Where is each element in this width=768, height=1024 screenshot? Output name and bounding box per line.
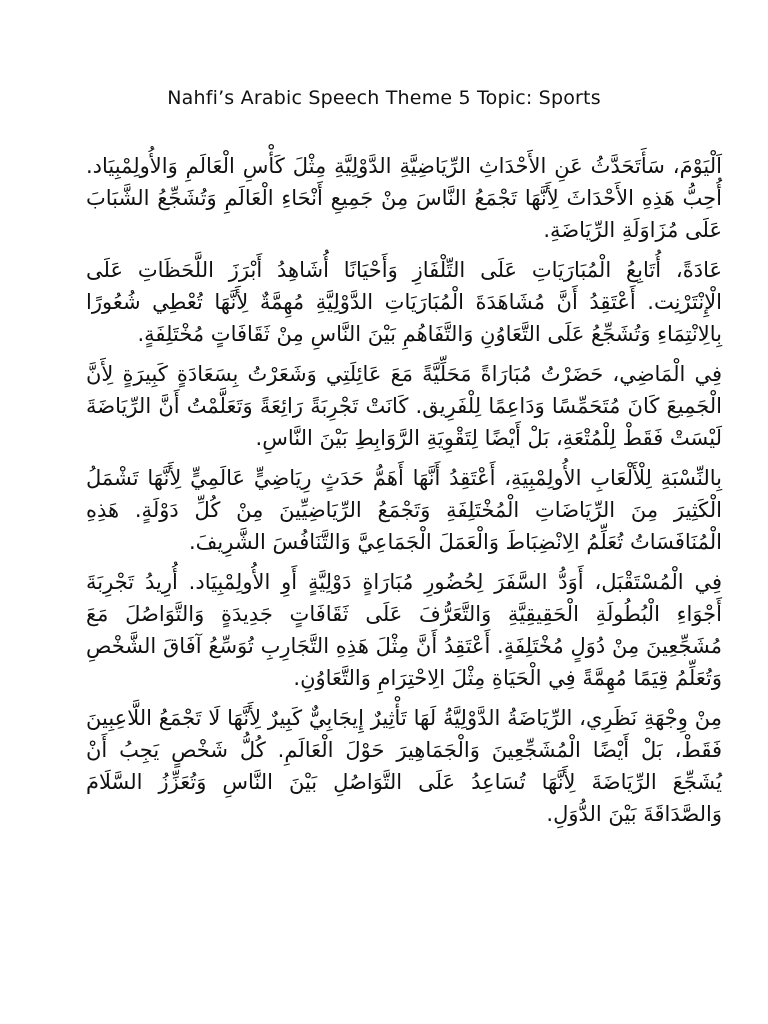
paragraph-future: فِي الْمُسْتَقْبَل، أَوَدُّ السَّفَرَ لِحُضُورِ مُبَارَاةٍ دَوْلِيَّةٍ أَوِ الأُولِمْبِيَاد. أُرِيدُ تَجْرِبَةَ أَجْوَاءِ الْبُطُولَةِ الْحَقِيقِيَّةِ وَالتَّعَرُّفَ عَلَى ثَقَافَاتٍ جَدِيدَةٍ وَالتَّوَاصُلَ مَعَ مُشَجِّعِينَ مِنْ دُوَلٍ مُخْتَلِفَةٍ. أَعْتَقِدُ أَنَّ مِثْلَ هَذِهِ التَّجَارِبِ تُوَسِّعُ آفَاقَ الشَّخْصِ وَتُعَلِّمُ قِيَمًا مُهِمَّةً فِي الْحَيَاةِ مِثْلَ الِاحْتِرَامِ وَالتَّعَاوُنِ. (86, 570, 722, 690)
document-title: Nahfi’s Arabic Speech Theme 5 Topic: Sports (167, 87, 601, 109)
paragraph-watching: عَادَةً، أُتَابِعُ الْمُبَارَيَاتِ عَلَى التِّلْفَازِ وَأَحْيَانًا أُشَاهِدُ أَبْرَزَ اللَّحَظَاتِ عَلَى الْإِنْتَرْنِت. أَعْتَقِدُ أَنَّ مُشَاهَدَةَ الْمُبَارَيَاتِ الدَّوْلِيَّةِ مُهِمَّةٌ لِأَنَّهَا تُعْطِي شُعُورًا بِالِانْتِمَاءِ وَتُشَجِّعُ عَلَى التَّعَاوُنِ وَالتَّفَاهُمِ بَيْنَ النَّاسِ مِنْ ثَقَافَاتٍ مُخْتَلِفَةٍ. (86, 258, 722, 346)
paragraph-past-experience: فِي الْمَاضِي، حَضَرْتُ مُبَارَاةً مَحَلِّيَّةً مَعَ عَائِلَتِي وَشَعَرْتُ بِسَعَادَةٍ كَبِيرَةٍ لِأَنَّ الْجَمِيعَ كَانَ مُتَحَمِّسًا وَدَاعِمًا لِلْفَرِيق. كَانَتْ تَجْرِبَةً رَائِعَةً وَتَعَلَّمْتُ أَنَّ الرِّيَاضَةَ لَيْسَتْ فَقَطْ لِلْمُتْعَةِ، بَلْ أَيْضًا لِتَقْوِيَةِ الرَّوَابِطِ بَيْنَ النَّاسِ. (86, 362, 722, 450)
paragraph-intro: اَلْيَوْمَ، سَأَتَحَدَّثُ عَنِ الأَحْدَاثِ الرِّيَاضِيَّةِ الدَّوْلِيَّةِ مِثْلَ كَأْسِ الْعَالَمِ وَالأُولِمْبِيَاد. أُحِبُّ هَذِهِ الأَحْدَاثَ لِأَنَّهَا تَجْمَعُ النَّاسَ مِنْ جَمِيعِ أَنْحَاءِ الْعَالَمِ وَتُشَجِّعُ الشَّبَابَ عَلَى مُزَاوَلَةِ الرِّيَاضَةِ. (86, 154, 722, 242)
paragraph-olympics: بِالنِّسْبَةِ لِلْأَلْعَابِ الأُولِمْبِيَةِ، أَعْتَقِدُ أَنَّهَا أَهَمُّ حَدَثٍ رِيَاضِيٍّ عَالَمِيٍّ لِأَنَّهَا تَشْمَلُ الْكَثِيرَ مِنَ الرِّيَاضَاتِ الْمُخْتَلِفَةِ وَتَجْمَعُ الرِّيَاضِيِّينَ مِنْ كُلِّ دَوْلَةٍ. هَذِهِ الْمُنَافَسَاتُ تُعَلِّمُ الِانْضِبَاطَ وَالْعَمَلَ الْجَمَاعِيَّ وَالتَّنَافُسَ الشَّرِيفَ. (86, 466, 722, 554)
paragraph-opinion: مِنْ وِجْهَةِ نَظَرِي، الرِّيَاضَةُ الدَّوْلِيَّةُ لَهَا تَأْثِيرٌ إِيجَابِيٌّ كَبِيرٌ لِأَنَّهَا لَا تَجْمَعُ اللَّاعِبِينَ فَقَطْ، بَلْ أَيْضًا الْمُشَجِّعِينَ وَالْجَمَاهِيرَ حَوْلَ الْعَالَمِ. كُلُّ شَخْصٍ يَجِبُ أَنْ يُشَجِّعَ الرِّيَاضَةَ لِأَنَّهَا تُسَاعِدُ عَلَى التَّوَاصُلِ بَيْنَ النَّاسِ وَتُعَزِّزُ السَّلَامَ وَالصَّدَاقَةَ بَيْنَ الدُّوَلِ. (86, 706, 722, 826)
speech-body (86, 150, 722, 838)
